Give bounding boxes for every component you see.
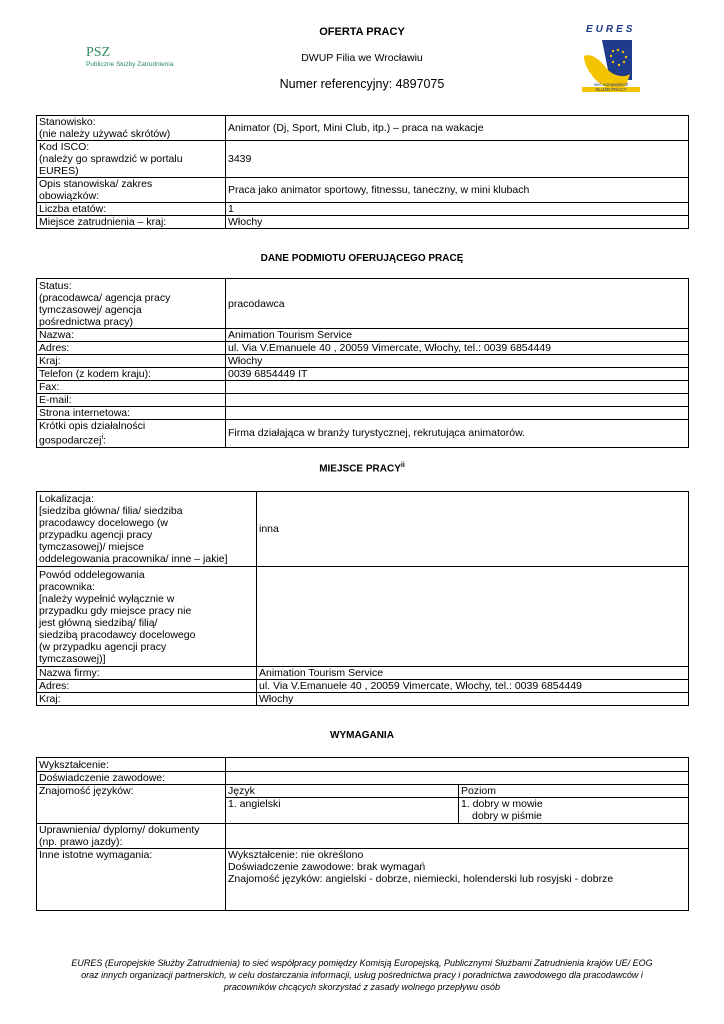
document-title: OFERTA PRACY	[319, 26, 405, 38]
eures-tagline-2: SŁUŻB PRACY	[582, 87, 640, 92]
field-label: Kraj:	[37, 693, 257, 706]
field-label: Znajomość języków:	[37, 785, 226, 824]
field-value: inna	[257, 492, 689, 567]
field-label: Kraj:	[37, 355, 226, 368]
field-value: Włochy	[226, 355, 689, 368]
table-row	[37, 216, 689, 229]
table-row	[37, 116, 689, 141]
table-row	[37, 785, 689, 798]
table-row	[37, 680, 689, 693]
employer-section-title: DANE PODMIOTU OFERUJĄCEGO PRACĘ	[260, 253, 464, 264]
field-label: Adres:	[37, 342, 226, 355]
field-value: Firma działająca w branży turystycznej, rekrutująca animatorów.	[226, 420, 689, 448]
table-row	[37, 342, 689, 355]
field-label: Wykształcenie:	[37, 758, 226, 772]
field-label: Powód oddelegowania pracownika: [należy wypełnić wyłącznie w przypadku gdy miejsce pracy nie jest główną siedzibą/ filią/ siedzibą pracodawcy docelowego (w przypadku agencji pracy tymczasowej)]	[37, 567, 257, 667]
language-column-header: Język	[226, 785, 459, 798]
field-value: Włochy	[257, 693, 689, 706]
eures-tagline-1: sieć europejskich	[593, 82, 629, 87]
workplace-title-text: MIEJSCE PRACY	[319, 463, 401, 475]
field-value	[226, 407, 689, 420]
field-label: Stanowisko: (nie należy używać skrótów)	[37, 116, 226, 141]
field-value	[226, 849, 689, 911]
level-column-header: Poziom	[459, 785, 689, 798]
footer-line: EURES (Europejskie Służby Zatrudnienia) to sieć współpracy pomiędzy Komisją Europejską, Publicznymi Służbami Zatrudnienia krajów UE/ EOG	[71, 958, 653, 968]
field-label: Telefon (z kodem kraju):	[37, 368, 226, 381]
field-value: Włochy	[226, 216, 689, 229]
field-value: ul. Via V.Emanuele 40 , 20059 Vimercate, Włochy, tel.: 0039 6854449	[226, 342, 689, 355]
eures-logo	[580, 24, 640, 96]
field-value	[226, 772, 689, 785]
requirement-line: Znajomość języków: angielski - dobrze, niemiecki, holenderski lub rosyjski - dobrze	[228, 873, 614, 885]
table-row	[37, 758, 689, 772]
table-row	[37, 279, 689, 329]
field-value	[226, 394, 689, 407]
footer-line: oraz innych organizacji partnerskich, w celu dostarczania informacji, usług pośrednictwa pracy i poradnictwa zawodowego dla pracodawców i	[81, 970, 643, 980]
field-label: Miejsce zatrudnienia – kraj:	[37, 216, 226, 229]
eures-logo-tagline	[582, 82, 640, 92]
field-label: Liczba etatów:	[37, 203, 226, 216]
field-label: Uprawnienia/ dyplomy/ dokumenty (np. prawo jazdy):	[37, 824, 226, 849]
field-value: 0039 6854449 IT	[226, 368, 689, 381]
field-label: Doświadczenie zawodowe:	[37, 772, 226, 785]
field-label: Adres:	[37, 680, 257, 693]
footnote-marker: ii	[400, 462, 405, 469]
field-value: Animation Tourism Service	[257, 667, 689, 680]
reference-number: Numer referencyjny: 4897075	[279, 77, 445, 91]
field-label: Nazwa:	[37, 329, 226, 342]
table-row	[37, 667, 689, 680]
workplace-section-title	[0, 462, 724, 474]
field-label: Status: (pracodawca/ agencja pracy tymczasowej/ agencja pośrednictwa pracy)	[37, 279, 226, 329]
table-row	[37, 567, 689, 667]
table-row	[37, 368, 689, 381]
field-value	[226, 824, 689, 849]
field-value: 1	[226, 203, 689, 216]
field-value	[257, 567, 689, 667]
table-row	[37, 849, 689, 911]
field-label: Kod ISCO: (należy go sprawdzić w portalu EURES)	[37, 141, 226, 178]
table-row	[37, 394, 689, 407]
table-row	[37, 824, 689, 849]
level-line: 1. dobry w mowie	[461, 798, 543, 810]
field-label-text: Krótki opis działalności gospodarczej	[39, 420, 146, 447]
field-label: Lokalizacja: [siedziba główna/ filia/ siedziba pracodawcy docelowego (w przypadku agencji pracy tymczasowej)/ miejsce oddelegowania pracownika/ inne – jakie]	[37, 492, 257, 567]
table-row	[37, 178, 689, 203]
table-row	[37, 420, 689, 448]
language-cell: 1. angielski	[226, 798, 459, 824]
field-value: Animator (Dj, Sport, Mini Club, itp.) – praca na wakacje	[226, 116, 689, 141]
field-label: Nazwa firmy:	[37, 667, 257, 680]
field-label: Opis stanowiska/ zakres obowiązków:	[37, 178, 226, 203]
field-value: pracodawca	[226, 279, 689, 329]
psz-logo	[86, 46, 173, 69]
requirement-line: Doświadczenie zawodowe: brak wymagań	[228, 861, 426, 873]
field-value: ul. Via V.Emanuele 40 , 20059 Vimercate, Włochy, tel.: 0039 6854449	[257, 680, 689, 693]
footer-line: pracowników chcących skorzystać z zasady wolnego przepływu osób	[223, 982, 501, 992]
office-name: DWUP Filia we Wrocławiu	[301, 52, 423, 64]
field-label: E-mail:	[37, 394, 226, 407]
eures-logo-name: EURES	[586, 24, 636, 35]
offer-table	[36, 115, 689, 229]
psz-logo-name: Publiczne Służby Zatrudnienia	[86, 61, 174, 68]
field-label-tail: :	[103, 434, 106, 447]
field-value: 3439	[226, 141, 689, 178]
level-line: dobry w piśmie	[472, 810, 543, 822]
table-row	[37, 355, 689, 368]
requirement-line: Wykształcenie: nie określono	[228, 849, 364, 861]
employer-table	[36, 278, 689, 448]
field-label	[37, 420, 226, 448]
requirements-section-title: WYMAGANIA	[330, 730, 394, 741]
table-row	[37, 407, 689, 420]
table-row	[37, 693, 689, 706]
field-value	[226, 758, 689, 772]
field-value	[226, 381, 689, 394]
level-cell	[459, 798, 689, 824]
footer-note	[20, 957, 704, 993]
table-row	[37, 329, 689, 342]
psz-logo-abbr: PSZ	[86, 45, 111, 60]
field-label: Inne istotne wymagania:	[37, 849, 226, 911]
table-row	[37, 381, 689, 394]
table-row	[37, 141, 689, 178]
field-label: Fax:	[37, 381, 226, 394]
table-row	[37, 492, 689, 567]
table-row	[37, 772, 689, 785]
field-value: Praca jako animator sportowy, fitnessu, taneczny, w mini klubach	[226, 178, 689, 203]
requirements-table	[36, 757, 689, 911]
footnote-marker: i	[101, 434, 104, 441]
field-value: Animation Tourism Service	[226, 329, 689, 342]
table-row	[37, 203, 689, 216]
workplace-table	[36, 491, 689, 706]
field-label: Strona internetowa:	[37, 407, 226, 420]
